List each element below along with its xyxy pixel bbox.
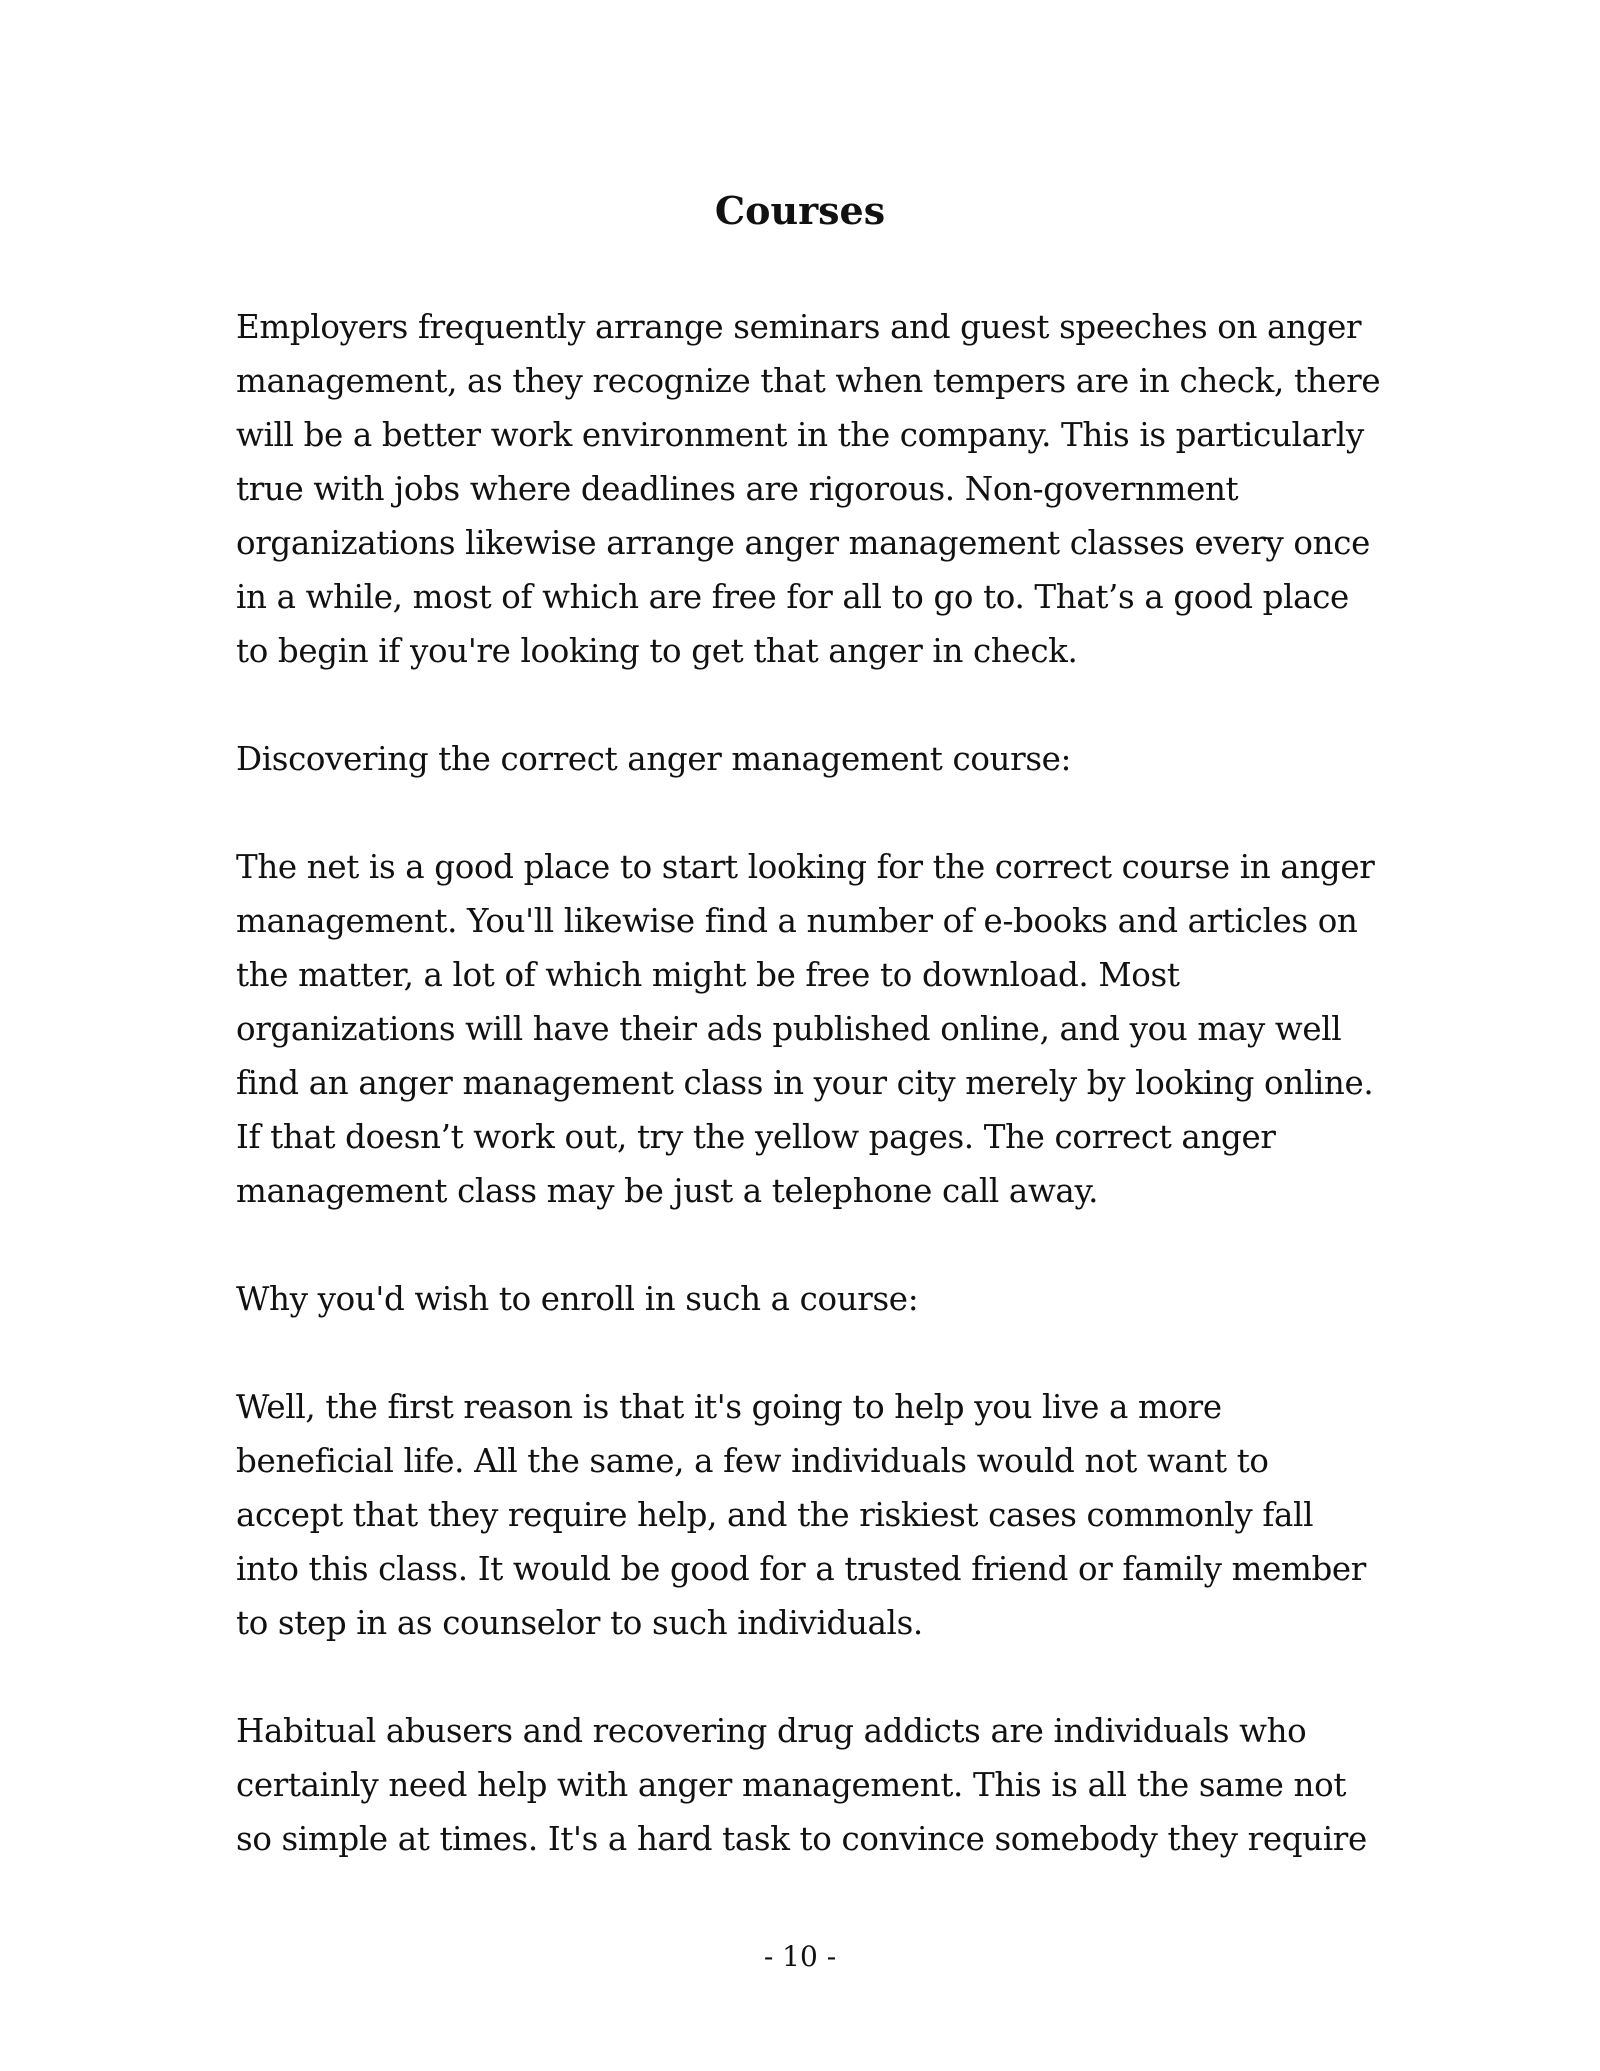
text-line: find an anger management class in your city merely by looking online.: [236, 1064, 1374, 1102]
text-line: to begin if you're looking to get that anger in check.: [236, 632, 1078, 670]
paragraph-6: [236, 1704, 1376, 1866]
text-line: Employers frequently arrange seminars and guest speeches on anger: [236, 308, 1362, 346]
text-line: so simple at times. It's a hard task to convince somebody they require: [236, 1820, 1367, 1858]
text-line: the matter, a lot of which might be free to download. Most: [236, 956, 1180, 994]
text-line: Why you'd wish to enroll in such a course:: [236, 1280, 919, 1318]
paragraph-3: [236, 840, 1376, 1218]
text-line: organizations likewise arrange anger management classes every once: [236, 524, 1370, 562]
text-line: will be a better work environment in the company. This is particularly: [236, 416, 1364, 454]
text-line: The net is a good place to start looking for the correct course in anger: [236, 848, 1375, 886]
page-title: Courses: [714, 188, 886, 233]
text-line: If that doesn’t work out, try the yellow pages. The correct anger: [236, 1118, 1276, 1156]
text-line: beneficial life. All the same, a few individuals would not want to: [236, 1442, 1269, 1480]
text-line: Discovering the correct anger management course:: [236, 740, 1072, 778]
text-line: Well, the first reason is that it's going to help you live a more: [236, 1388, 1222, 1426]
text-line: accept that they require help, and the riskiest cases commonly fall: [236, 1496, 1314, 1534]
body-text: [236, 300, 1381, 1920]
text-line: Habitual abusers and recovering drug addicts are individuals who: [236, 1712, 1307, 1750]
text-line: management class may be just a telephone call away.: [236, 1172, 1099, 1210]
text-line: into this class. It would be good for a trusted friend or family member: [236, 1550, 1366, 1588]
text-line: organizations will have their ads published online, and you may well: [236, 1010, 1342, 1048]
text-line: management. You'll likewise find a number of e-books and articles on: [236, 902, 1358, 940]
paragraph-4-heading: [236, 1272, 1376, 1326]
text-line: in a while, most of which are free for all to go to. That’s a good place: [236, 578, 1349, 616]
text-line: certainly need help with anger management. This is all the same not: [236, 1766, 1347, 1804]
text-line: true with jobs where deadlines are rigorous. Non-government: [236, 470, 1239, 508]
page-number: - 10 -: [763, 1940, 837, 1973]
text-line: management, as they recognize that when tempers are in check, there: [236, 362, 1381, 400]
paragraph-2-heading: [236, 732, 1376, 786]
text-line: to step in as counselor to such individuals.: [236, 1604, 923, 1642]
paragraph-5: [236, 1380, 1376, 1650]
paragraph-1: [236, 300, 1381, 678]
